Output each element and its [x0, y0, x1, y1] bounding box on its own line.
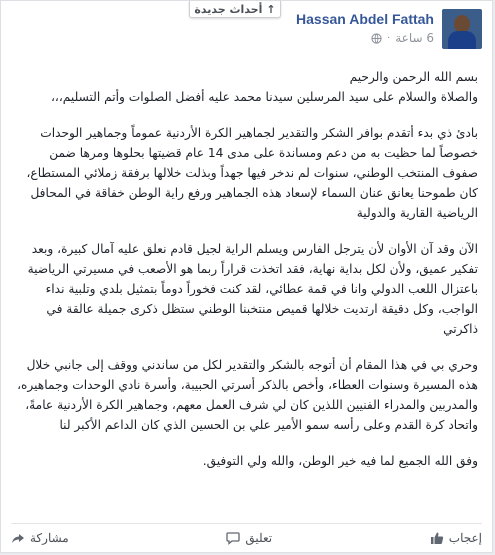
new-stories-label: أحداث جديدة: [194, 2, 263, 16]
divider: [11, 523, 482, 524]
post-header: [296, 9, 482, 57]
thumbs-up-icon: [430, 531, 444, 545]
new-stories-button[interactable]: [189, 1, 281, 18]
post-paragraph: بسم الله الرحمن والرحيم والصلاة والسلام على سيد المرسلين سيدنا محمد عليه أفضل الصلوات وأتم التسليم،،،: [51, 70, 478, 104]
post-paragraph: بادئ ذي بدء أتقدم بوافر الشكر والتقدير لجماهير الكرة الأردنية عموماً وجماهير الوحدات خصوصاً لما حظيت به من دعم ومساندة على مدى 14 عام قضيتها بحلوها ومرها ضمن صفوف المنتخب الوطني، سنوات لم ندخر فيها جهداً وبذلت خلالها برفقة زملائي المستطاع، كان طموحنا يعانق عنان السماء لإسعاد هذه الجماهير ورفع راية الوطن خفاقة في المحافل الرياضية القارية والدولية: [26, 126, 478, 220]
globe-icon[interactable]: [371, 33, 382, 44]
share-button[interactable]: [11, 531, 69, 545]
like-label: إعجاب: [448, 531, 482, 545]
post-body: [11, 67, 478, 487]
post-header-text: [296, 9, 434, 45]
share-label: مشاركة: [30, 531, 69, 545]
post-time[interactable]: 6 ساعة: [395, 31, 434, 45]
author-name[interactable]: Hassan Abdel Fattah: [296, 11, 434, 27]
avatar[interactable]: [442, 9, 482, 49]
post-meta: [296, 31, 434, 45]
post-paragraph: وفق الله الجميع لما فيه خير الوطن، والله ولي التوفيق.: [202, 454, 478, 468]
post-actions: [11, 525, 482, 551]
share-icon: [11, 531, 25, 545]
like-button[interactable]: [430, 531, 482, 545]
comment-icon: [226, 531, 240, 545]
separator-dot: ·: [387, 32, 391, 44]
arrow-up-icon: ↑: [266, 2, 276, 16]
comment-label: تعليق: [245, 531, 273, 545]
post-paragraph: وحري بي في هذا المقام أن أتوجه بالشكر والتقدير لكل من ساندني ووقف إلى جانبي خلال هذه المسيرة وسنوات العطاء، وأخص بالذكر أسرتي الحبيبة، وأسرة نادي الوحدات وجماهيره، والمدربين والمدراء الفنيين اللذين كان لي شرف العمل معهم، وجماهير الكرة الأردنية عامةً، واتحاد كرة القدم وعلى رأسه سمو الأمير علي بن الحسين الذي كان الداعم الأكبر لنا: [17, 358, 478, 432]
comment-button[interactable]: [226, 531, 272, 545]
post-paragraph: الآن وقد آن الأوان لأن يترجل الفارس ويسلم الراية لجيل قادم نعلق عليه آمال كبيرة، وبعد تفكير عميق، ولأن لكل بداية نهاية، فقد اتخذت قراراً ربما هو الأصعب في مسيرتي الرياضية باعتزال اللعب الدولي وانا في قمة عطائي، لقد كنت فخوراً دوماً بتمثيل بلدي وتلبية نداء الواجب، وكل دقيقة ارتديت خلالها قميص منتخبنا الوطني ستظل ذكرى جميلة عالقة في ذاكرتي: [27, 242, 478, 336]
